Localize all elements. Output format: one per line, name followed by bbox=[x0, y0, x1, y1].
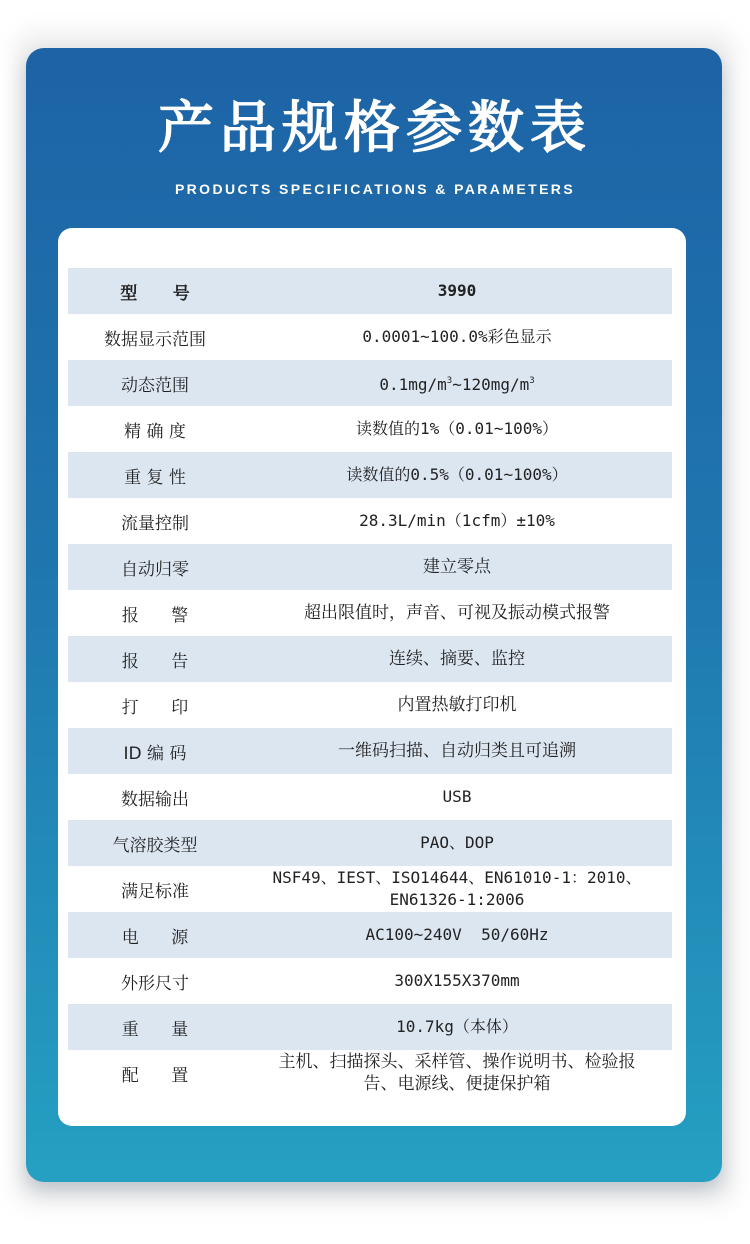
row-label: 报 告 bbox=[121, 651, 189, 672]
row-value: AC100~240V 50/60Hz bbox=[365, 925, 549, 944]
table-row-aerosol-type bbox=[68, 820, 672, 866]
row-label: 流量控制 bbox=[121, 513, 189, 534]
row-label: 满足标准 bbox=[121, 881, 189, 902]
row-value: 读数值的0.5%（0.01~100%） bbox=[346, 465, 568, 484]
table-row-dimensions bbox=[68, 958, 672, 1004]
table-row-model bbox=[68, 268, 672, 314]
value-line: EN61326-1:2006 bbox=[389, 890, 525, 909]
row-label: 重 量 bbox=[121, 1019, 189, 1040]
row-value: 内置热敏打印机 bbox=[397, 695, 517, 715]
row-value: 连续、摘要、监控 bbox=[389, 649, 525, 669]
row-label: 数据显示范围 bbox=[104, 329, 206, 350]
table-row-standards bbox=[68, 866, 672, 912]
row-value: 300X155X370mm bbox=[394, 971, 520, 990]
row-value bbox=[242, 370, 672, 396]
row-label: 报 警 bbox=[121, 605, 189, 626]
value-superscript: 3 bbox=[529, 376, 535, 386]
table-row-dynamic-range bbox=[68, 360, 672, 406]
row-value: USB bbox=[442, 787, 472, 806]
row-label: 外形尺寸 bbox=[121, 973, 189, 994]
row-label: 数据输出 bbox=[121, 789, 189, 810]
table-row-accuracy bbox=[68, 406, 672, 452]
spec-table bbox=[68, 268, 672, 1096]
table-row-data-output bbox=[68, 774, 672, 820]
row-value: 28.3L/min（1cfm）±10% bbox=[359, 511, 555, 530]
row-value: PAO、DOP bbox=[420, 833, 494, 852]
table-row-report bbox=[68, 636, 672, 682]
table-row-auto-zero bbox=[68, 544, 672, 590]
row-value: 超出限值时，声音、可视及振动模式报警 bbox=[304, 603, 610, 623]
table-row-weight bbox=[68, 1004, 672, 1050]
table-row-flow-control bbox=[68, 498, 672, 544]
table-row-configuration bbox=[68, 1050, 672, 1096]
spec-card bbox=[58, 228, 686, 1126]
value-line: 告、电源线、便捷保护箱 bbox=[363, 1074, 551, 1094]
value-part: ~120mg/m bbox=[452, 375, 530, 394]
table-row-alarm bbox=[68, 590, 672, 636]
row-value bbox=[242, 867, 672, 911]
page-title: 产品规格参数表 bbox=[158, 96, 592, 161]
value-line: 主机、扫描探头、采样管、操作说明书、检验报 bbox=[278, 1052, 636, 1072]
row-label: 气溶胶类型 bbox=[112, 835, 198, 856]
value-superscript: 3 bbox=[446, 376, 453, 386]
row-value: 一维码扫描、自动归类且可追溯 bbox=[338, 741, 576, 761]
row-label: 重 复 性 bbox=[124, 467, 186, 488]
row-label: 精 确 度 bbox=[124, 421, 186, 442]
row-label: 自动归零 bbox=[121, 559, 189, 580]
row-value: 建立零点 bbox=[423, 557, 491, 577]
row-label: 电 源 bbox=[121, 927, 189, 948]
row-value: 10.7kg（本体） bbox=[396, 1017, 518, 1036]
row-label: 动态范围 bbox=[121, 375, 189, 396]
value-part: 0.1mg/m bbox=[379, 375, 447, 394]
table-row-display-range bbox=[68, 314, 672, 360]
row-label: 配 置 bbox=[121, 1065, 189, 1086]
row-label: 型 号 bbox=[120, 283, 190, 304]
row-value bbox=[242, 1051, 672, 1095]
row-label: 打 印 bbox=[121, 697, 189, 718]
row-label: ID 编 码 bbox=[123, 743, 187, 764]
table-row-print bbox=[68, 682, 672, 728]
row-value: 0.0001~100.0%彩色显示 bbox=[362, 327, 552, 346]
row-value: 读数值的1%（0.01~100%） bbox=[356, 419, 558, 438]
table-row-power bbox=[68, 912, 672, 958]
value-line: NSF49、IEST、ISO14644、EN61010-1：2010、 bbox=[272, 868, 642, 887]
table-row-repeatability bbox=[68, 452, 672, 498]
row-value: 3990 bbox=[437, 281, 477, 300]
table-row-id-code bbox=[68, 728, 672, 774]
page-subtitle: PRODUCTS SPECIFICATIONS & PARAMETERS bbox=[174, 181, 576, 197]
